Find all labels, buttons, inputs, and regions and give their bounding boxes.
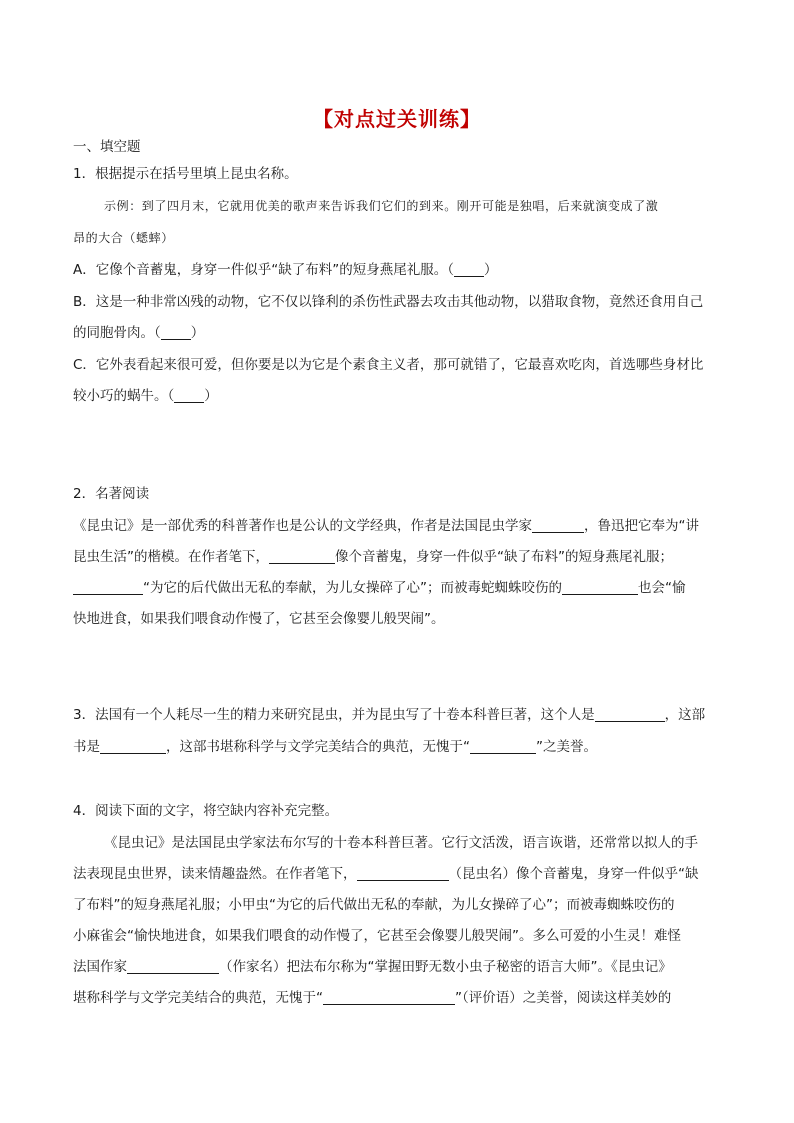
q4-text: ”（评价语）之美誉，阅读这样美妙的	[455, 990, 672, 1006]
q1-option-a-text: A．它像个音蓄鬼，身穿一件似乎“缺了布料”的短身燕尾礼服。（	[73, 262, 454, 278]
q4-text: 法表现昆虫世界，读来情趣盎然。在作者笔下，	[73, 866, 357, 882]
q4-line6	[73, 988, 723, 1008]
q1-option-c-line1: C．它外表看起来很可爱，但你要是以为它是个素食主义者，那可就错了，它最喜欢吃肉，首选哪些身材比	[73, 357, 704, 373]
q4-line1: 《昆虫记》是法国昆虫学家法布尔写的十卷本科普巨著。它行文活泼，语言诙谐，还常常以拟人的手	[104, 835, 698, 851]
q3-text: 3．法国有一个人耗尽一生的精力来研究昆虫，并为昆虫写了十卷本科普巨著，这个人是	[73, 707, 595, 723]
answer-blank[interactable]	[562, 579, 638, 595]
q1-option-b-line2	[73, 323, 723, 343]
paren-close: ）	[204, 388, 218, 404]
q2-text: 也会“愉	[638, 580, 686, 596]
q2-text: 像个音蓄鬼，身穿一件似乎“缺了布料”的短身燕尾礼服；	[335, 549, 673, 565]
q1-stem: 1．根据提示在括号里填上昆虫名称。	[73, 166, 298, 182]
q1-option-b-line1: B．这是一种非常凶残的动物，它不仅以锋利的杀伤性武器去攻击其他动物，以猎取食物，竟然还食用自己	[73, 294, 704, 310]
q4-stem: 4．阅读下面的文字，将空缺内容补充完整。	[73, 803, 339, 819]
paren-close: ）	[190, 325, 205, 341]
q3-text: ，这部	[664, 707, 706, 723]
q3-text: ，这部书堪称科学与文学完美结合的典范，无愧于“	[166, 739, 470, 755]
page-title: 【对点过关训练】	[313, 107, 481, 131]
paren-close: ）	[483, 262, 498, 278]
answer-blank[interactable]	[73, 579, 143, 595]
q2-text: ，鲁迅把它奉为“讲	[584, 518, 699, 534]
q2-text: 昆虫生活”的楷模。在作者笔下，	[73, 549, 269, 565]
q1-option-b-text: 的同胞骨肉。（	[73, 325, 161, 341]
q3-line1	[73, 705, 723, 725]
q4-text: （昆虫名）像个音蓄鬼，身穿一件似乎“缺	[448, 866, 699, 882]
q4-line3: 了布料”的短身燕尾礼服；小甲虫“为它的后代做出无私的奉献，为儿女操碎了心”；而被毒蜘蛛咬伤的	[73, 897, 675, 913]
q2-text: “为它的后代做出无私的奉献，为儿女操碎了心”；而被毒蛇蜘蛛咬伤的	[143, 580, 562, 596]
section-heading: 一、填空题	[73, 139, 141, 155]
q2-text: 《昆虫记》是一部优秀的科普著作也是公认的文学经典，作者是法国昆虫学家	[73, 518, 532, 534]
q4-line5	[73, 957, 723, 977]
answer-blank[interactable]	[532, 517, 584, 533]
q2-line4: 快地进食，如果我们喂食动作慢了，它甚至会像婴儿般哭闹”。	[73, 611, 445, 627]
answer-blank[interactable]	[174, 387, 204, 403]
answer-blank[interactable]	[595, 706, 665, 722]
q4-text: （作家名）把法布尔称为“掌握田野无数小虫子秘密的语言大师”。《昆虫记》	[219, 959, 672, 975]
answer-blank[interactable]	[127, 958, 219, 974]
q2-line3	[73, 578, 723, 598]
q4-text: 法国作家	[73, 959, 127, 975]
q1-option-c-text: 较小巧的蜗牛。（	[73, 388, 175, 404]
q2-line1	[73, 516, 723, 536]
answer-blank[interactable]	[161, 324, 191, 340]
q4-line2	[73, 864, 723, 884]
answer-blank[interactable]	[323, 989, 455, 1005]
q1-example-line2: 昂的大合（蟋蟀）	[73, 231, 174, 245]
answer-blank[interactable]	[269, 548, 335, 564]
q1-option-a	[73, 260, 723, 280]
answer-blank[interactable]	[357, 865, 449, 881]
q3-text: 书是	[73, 739, 100, 755]
q4-text: 堪称科学与文学完美结合的典范，无愧于“	[73, 990, 323, 1006]
q3-line2	[73, 737, 723, 757]
q2-stem: 2．名著阅读	[73, 486, 150, 502]
q1-option-c-line2	[73, 386, 723, 406]
answer-blank[interactable]	[470, 738, 536, 754]
q1-example-line1: 示例：到了四月末，它就用优美的歌声来告诉我们它们的到来。刚开可能是独唱，后来就演变成了激	[104, 199, 659, 213]
q3-text: ”之美誉。	[536, 739, 597, 755]
q2-line2	[73, 547, 723, 567]
answer-blank[interactable]	[454, 261, 484, 277]
q4-line4: 小麻雀会“愉快地进食，如果我们喂食的动作慢了，它甚至会像婴儿般哭闹”。多么可爱的小生灵！难怪	[73, 928, 681, 944]
answer-blank[interactable]	[100, 738, 166, 754]
